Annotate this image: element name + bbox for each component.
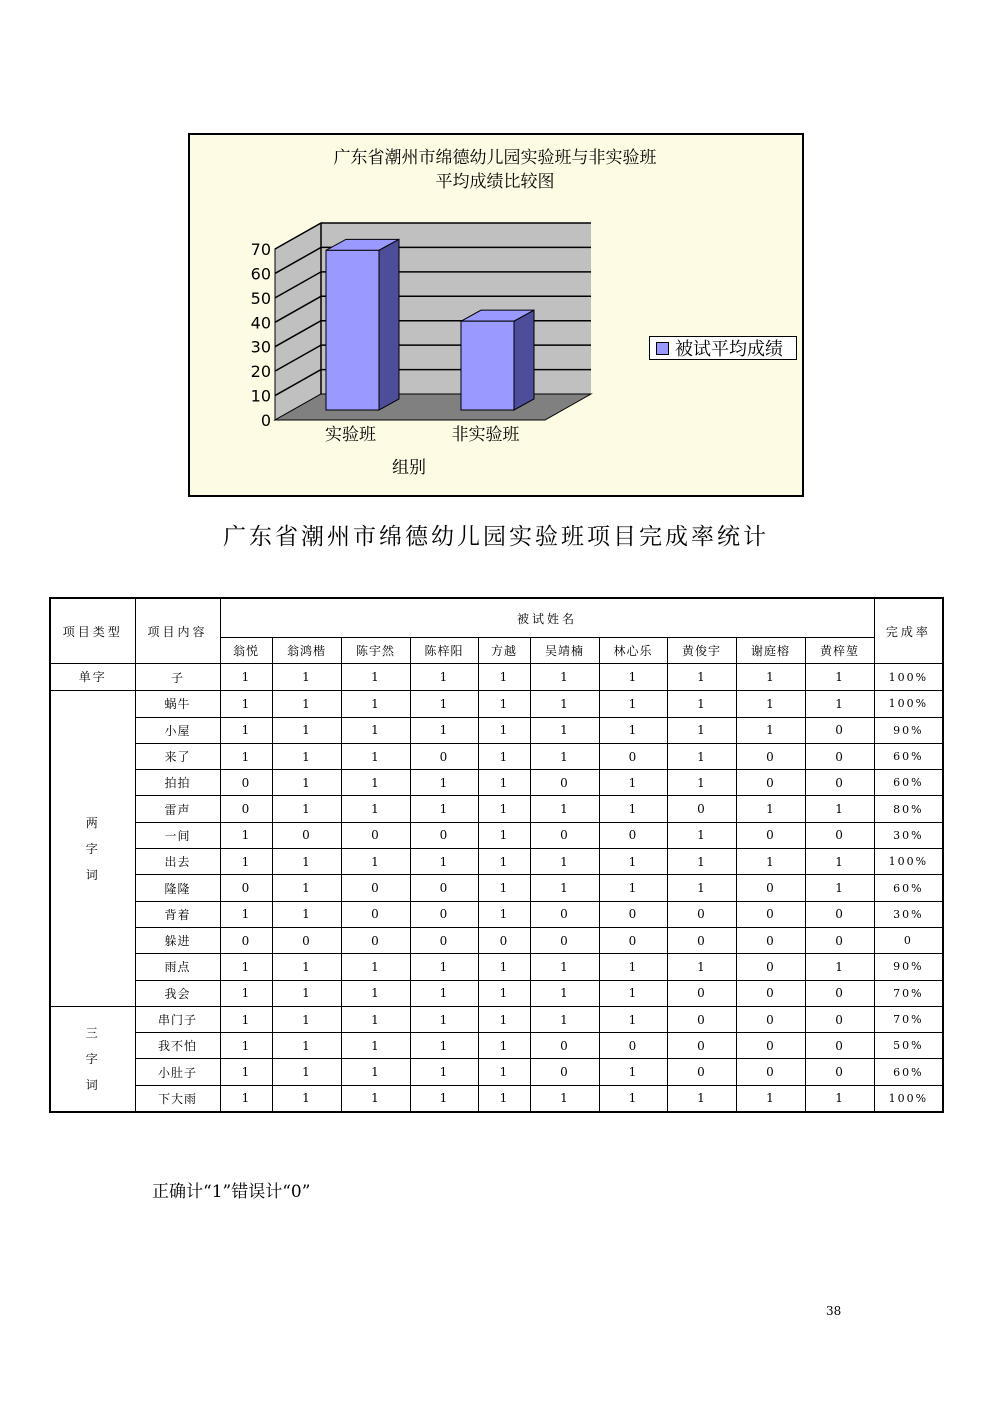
score-cell: 1 (478, 849, 530, 875)
score-cell: 0 (478, 927, 530, 953)
score-cell: 0 (599, 743, 667, 769)
score-cell: 1 (341, 1085, 410, 1112)
score-cell: 1 (220, 664, 272, 691)
score-cell: 1 (805, 875, 874, 901)
score-cell: 1 (599, 1059, 667, 1085)
table-title: 广东省潮州市绵德幼儿园实验班项目完成率统计 (223, 524, 769, 550)
score-cell: 0 (805, 717, 874, 743)
y-tick-label: 70 (250, 240, 271, 259)
score-cell: 1 (220, 954, 272, 980)
completion-rate-table (49, 597, 944, 1113)
score-cell: 1 (341, 770, 410, 796)
completion-rate-cell: 50% (874, 1033, 943, 1059)
completion-rate-cell: 90% (874, 717, 943, 743)
score-cell: 0 (341, 822, 410, 848)
completion-rate-cell: 80% (874, 796, 943, 822)
score-cell: 0 (530, 770, 599, 796)
score-cell: 0 (667, 796, 736, 822)
score-cell: 1 (667, 849, 736, 875)
score-cell: 1 (478, 901, 530, 927)
score-cell: 0 (736, 901, 805, 927)
score-cell: 0 (667, 927, 736, 953)
score-cell: 1 (478, 822, 530, 848)
score-cell: 1 (272, 901, 341, 927)
score-cell: 0 (805, 980, 874, 1006)
score-cell: 1 (272, 849, 341, 875)
completion-rate-cell: 100% (874, 664, 943, 691)
score-cell: 1 (478, 743, 530, 769)
header-completion-rate: 完成率 (874, 598, 943, 664)
completion-rate-cell: 100% (874, 1085, 943, 1112)
score-cell: 1 (478, 954, 530, 980)
score-cell: 0 (805, 927, 874, 953)
score-cell: 1 (341, 1006, 410, 1032)
chart-legend (649, 336, 797, 360)
chart-side-wall (275, 223, 321, 420)
table-row (50, 954, 943, 980)
table-row (50, 822, 943, 848)
score-cell: 1 (599, 1006, 667, 1032)
subject-name: 翁悦 (220, 638, 272, 664)
score-cell: 1 (410, 717, 478, 743)
score-cell: 1 (272, 743, 341, 769)
score-cell: 1 (478, 875, 530, 901)
score-cell: 1 (410, 770, 478, 796)
score-cell: 1 (272, 1059, 341, 1085)
y-tick-label: 0 (260, 411, 271, 430)
score-cell: 1 (410, 1085, 478, 1112)
score-cell: 1 (272, 717, 341, 743)
score-cell: 1 (478, 664, 530, 691)
score-cell: 1 (736, 664, 805, 691)
score-cell: 0 (736, 1006, 805, 1032)
score-cell: 0 (805, 770, 874, 796)
score-cell: 1 (410, 691, 478, 717)
score-cell: 1 (410, 980, 478, 1006)
item-content-cell: 躲进 (135, 927, 220, 953)
score-cell: 1 (530, 980, 599, 1006)
score-cell: 0 (220, 927, 272, 953)
score-cell: 0 (805, 1033, 874, 1059)
item-content-cell: 蜗牛 (135, 691, 220, 717)
score-cell: 0 (805, 822, 874, 848)
score-cell: 1 (478, 1085, 530, 1112)
score-cell: 1 (272, 1085, 341, 1112)
score-cell: 0 (667, 1033, 736, 1059)
item-content-cell: 一间 (135, 822, 220, 848)
completion-rate-cell: 30% (874, 822, 943, 848)
score-cell: 1 (272, 954, 341, 980)
score-cell: 0 (667, 980, 736, 1006)
score-cell: 1 (805, 1085, 874, 1112)
score-cell: 0 (530, 927, 599, 953)
score-cell: 1 (220, 980, 272, 1006)
score-cell: 1 (341, 1059, 410, 1085)
score-cell: 1 (599, 664, 667, 691)
bar-chart (188, 133, 804, 497)
x-axis-title: 组别 (392, 458, 426, 478)
completion-rate-cell: 70% (874, 980, 943, 1006)
score-cell: 1 (410, 1006, 478, 1032)
score-cell: 1 (599, 796, 667, 822)
score-cell: 0 (736, 822, 805, 848)
score-cell: 1 (478, 717, 530, 743)
score-cell: 1 (530, 664, 599, 691)
chart-title: 广东省潮州市绵德幼儿园实验班与非实验班 (333, 148, 657, 168)
score-cell: 0 (805, 1059, 874, 1085)
score-cell: 0 (530, 901, 599, 927)
score-cell: 1 (530, 875, 599, 901)
score-cell: 1 (272, 1006, 341, 1032)
score-cell: 1 (341, 980, 410, 1006)
item-content-cell: 我不怕 (135, 1033, 220, 1059)
score-cell: 1 (410, 796, 478, 822)
score-cell: 1 (805, 691, 874, 717)
subject-name: 吴靖楠 (530, 638, 599, 664)
score-cell: 1 (530, 796, 599, 822)
table-row (50, 927, 943, 953)
score-cell: 1 (667, 875, 736, 901)
score-cell: 1 (478, 796, 530, 822)
item-content-cell: 小屋 (135, 717, 220, 743)
table-row (50, 1059, 943, 1085)
score-cell: 1 (736, 1085, 805, 1112)
subject-name: 方越 (478, 638, 530, 664)
table-row (50, 901, 943, 927)
item-content-cell: 隆隆 (135, 875, 220, 901)
subject-name: 林心乐 (599, 638, 667, 664)
score-cell: 1 (220, 1006, 272, 1032)
score-cell: 0 (272, 927, 341, 953)
score-cell: 1 (272, 664, 341, 691)
score-cell: 1 (341, 796, 410, 822)
chart-canvas (190, 135, 802, 495)
score-cell: 0 (530, 1033, 599, 1059)
score-cell: 1 (341, 717, 410, 743)
table-row (50, 743, 943, 769)
completion-rate-cell: 100% (874, 849, 943, 875)
score-cell: 1 (220, 691, 272, 717)
score-cell: 1 (272, 980, 341, 1006)
score-cell: 1 (736, 717, 805, 743)
score-cell: 0 (805, 901, 874, 927)
score-cell: 1 (220, 901, 272, 927)
score-cell: 0 (220, 770, 272, 796)
score-cell: 1 (805, 664, 874, 691)
subject-name: 谢庭榕 (736, 638, 805, 664)
header-item-type: 项目类型 (50, 598, 135, 664)
score-cell: 0 (736, 770, 805, 796)
item-content-cell: 拍拍 (135, 770, 220, 796)
table-row (50, 1085, 943, 1112)
score-cell: 0 (341, 901, 410, 927)
table-row (50, 875, 943, 901)
score-cell: 0 (220, 875, 272, 901)
score-cell: 1 (667, 691, 736, 717)
completion-rate-cell: 60% (874, 1059, 943, 1085)
score-cell: 0 (220, 796, 272, 822)
score-cell: 0 (530, 1059, 599, 1085)
chart-floor (275, 394, 591, 420)
subject-name: 翁鸿楷 (272, 638, 341, 664)
table-row (50, 1033, 943, 1059)
score-cell: 1 (341, 743, 410, 769)
bar (326, 250, 379, 410)
completion-rate-cell: 60% (874, 770, 943, 796)
score-cell: 0 (599, 901, 667, 927)
score-cell: 0 (530, 822, 599, 848)
score-cell: 1 (272, 691, 341, 717)
score-cell: 1 (478, 1059, 530, 1085)
completion-rate-cell: 0 (874, 927, 943, 953)
item-content-cell: 来了 (135, 743, 220, 769)
score-cell: 1 (410, 849, 478, 875)
score-cell: 1 (599, 717, 667, 743)
score-cell: 0 (410, 901, 478, 927)
score-cell: 1 (272, 1033, 341, 1059)
score-cell: 0 (736, 1059, 805, 1085)
table-row (50, 849, 943, 875)
score-cell: 1 (805, 796, 874, 822)
score-cell: 1 (272, 770, 341, 796)
score-cell: 1 (341, 691, 410, 717)
item-type-cell: 单字 (50, 664, 135, 691)
x-category-label: 非实验班 (451, 425, 520, 445)
y-tick-label: 50 (250, 288, 271, 308)
legend-swatch (656, 342, 669, 355)
score-cell: 0 (599, 927, 667, 953)
score-cell: 1 (667, 664, 736, 691)
score-cell: 0 (599, 822, 667, 848)
score-cell: 0 (410, 822, 478, 848)
score-cell: 1 (530, 1085, 599, 1112)
item-content-cell: 出去 (135, 849, 220, 875)
score-cell: 0 (736, 927, 805, 953)
score-cell: 1 (341, 849, 410, 875)
score-cell: 0 (272, 822, 341, 848)
header-subject-names: 被试姓名 (220, 598, 874, 638)
score-cell: 1 (341, 1033, 410, 1059)
score-cell: 1 (599, 954, 667, 980)
score-cell: 1 (599, 980, 667, 1006)
score-cell: 1 (410, 1059, 478, 1085)
score-cell: 0 (736, 980, 805, 1006)
table-row (50, 664, 943, 691)
bar (461, 321, 514, 410)
header-item-content: 项目内容 (135, 598, 220, 664)
y-tick-label: 30 (250, 337, 271, 357)
subject-name: 黄俊宇 (667, 638, 736, 664)
scoring-note: 正确计“1”错误计“0” (152, 1182, 311, 1202)
item-content-cell: 雨点 (135, 954, 220, 980)
score-cell: 0 (736, 954, 805, 980)
score-cell: 1 (272, 875, 341, 901)
score-cell: 1 (220, 717, 272, 743)
score-cell: 1 (530, 717, 599, 743)
score-cell: 0 (410, 875, 478, 901)
score-cell: 1 (736, 691, 805, 717)
score-cell: 1 (410, 664, 478, 691)
score-cell: 0 (736, 1033, 805, 1059)
score-cell: 1 (220, 849, 272, 875)
score-cell: 1 (736, 796, 805, 822)
score-cell: 1 (410, 954, 478, 980)
table-row (50, 691, 943, 717)
score-cell: 1 (805, 849, 874, 875)
table-header-row (50, 598, 943, 638)
score-cell: 1 (478, 691, 530, 717)
score-cell: 0 (667, 1006, 736, 1032)
score-cell: 1 (599, 770, 667, 796)
score-cell: 0 (667, 901, 736, 927)
score-cell: 0 (736, 875, 805, 901)
table-row (50, 770, 943, 796)
score-cell: 1 (220, 1059, 272, 1085)
score-cell: 0 (736, 743, 805, 769)
item-content-cell: 串门子 (135, 1006, 220, 1032)
score-cell: 1 (530, 1006, 599, 1032)
table-row (50, 1006, 943, 1032)
score-cell: 1 (530, 743, 599, 769)
page-number: 38 (826, 1304, 842, 1318)
chart-subtitle: 平均成绩比较图 (435, 172, 555, 192)
score-cell: 0 (805, 1006, 874, 1032)
legend-label: 被试平均成绩 (675, 339, 783, 360)
score-cell: 1 (667, 822, 736, 848)
item-content-cell: 小肚子 (135, 1059, 220, 1085)
score-cell: 1 (220, 822, 272, 848)
subject-name: 陈宇然 (341, 638, 410, 664)
table-row (50, 980, 943, 1006)
item-content-cell: 子 (135, 664, 220, 691)
score-cell: 1 (530, 954, 599, 980)
score-cell: 1 (805, 954, 874, 980)
score-cell: 1 (667, 770, 736, 796)
score-cell: 1 (478, 1033, 530, 1059)
score-cell: 1 (736, 849, 805, 875)
score-cell: 0 (341, 927, 410, 953)
subject-name: 陈梓阳 (410, 638, 478, 664)
score-cell: 0 (410, 743, 478, 769)
score-cell: 1 (667, 743, 736, 769)
score-cell: 1 (530, 849, 599, 875)
completion-rate-cell: 70% (874, 1006, 943, 1032)
score-cell: 0 (805, 743, 874, 769)
score-cell: 0 (410, 927, 478, 953)
score-cell: 1 (478, 980, 530, 1006)
score-cell: 1 (599, 691, 667, 717)
score-cell: 1 (599, 849, 667, 875)
item-type-cell: 三 字 词 (50, 1006, 135, 1112)
item-content-cell: 下大雨 (135, 1085, 220, 1112)
y-tick-label: 40 (250, 313, 271, 333)
score-cell: 1 (410, 1033, 478, 1059)
score-cell: 1 (478, 770, 530, 796)
score-cell: 1 (220, 1085, 272, 1112)
score-cell: 1 (220, 743, 272, 769)
x-category-label: 实验班 (325, 425, 376, 445)
score-cell: 0 (341, 875, 410, 901)
score-cell: 1 (667, 717, 736, 743)
bar-side (514, 310, 534, 410)
score-cell: 1 (667, 954, 736, 980)
item-content-cell: 我会 (135, 980, 220, 1006)
table-row (50, 796, 943, 822)
y-tick-label: 10 (250, 386, 271, 406)
completion-rate-cell: 90% (874, 954, 943, 980)
score-cell: 1 (341, 664, 410, 691)
score-cell: 0 (599, 1033, 667, 1059)
completion-rate-cell: 100% (874, 691, 943, 717)
score-cell: 1 (599, 875, 667, 901)
score-cell: 1 (667, 1085, 736, 1112)
y-tick-label: 20 (250, 362, 271, 382)
completion-rate-cell: 30% (874, 901, 943, 927)
completion-rate-cell: 60% (874, 875, 943, 901)
completion-rate-cell: 60% (874, 743, 943, 769)
item-content-cell: 雷声 (135, 796, 220, 822)
score-cell: 1 (478, 1006, 530, 1032)
score-cell: 0 (667, 1059, 736, 1085)
bar-side (379, 239, 399, 410)
score-cell: 1 (530, 691, 599, 717)
score-cell: 1 (599, 1085, 667, 1112)
table-body (50, 664, 943, 1112)
score-cell: 1 (272, 796, 341, 822)
subject-name: 黄梓堃 (805, 638, 874, 664)
score-cell: 1 (220, 1033, 272, 1059)
table-row (50, 717, 943, 743)
y-tick-label: 60 (250, 264, 271, 284)
item-content-cell: 背着 (135, 901, 220, 927)
score-cell: 1 (341, 954, 410, 980)
item-type-cell: 两 字 词 (50, 691, 135, 1007)
